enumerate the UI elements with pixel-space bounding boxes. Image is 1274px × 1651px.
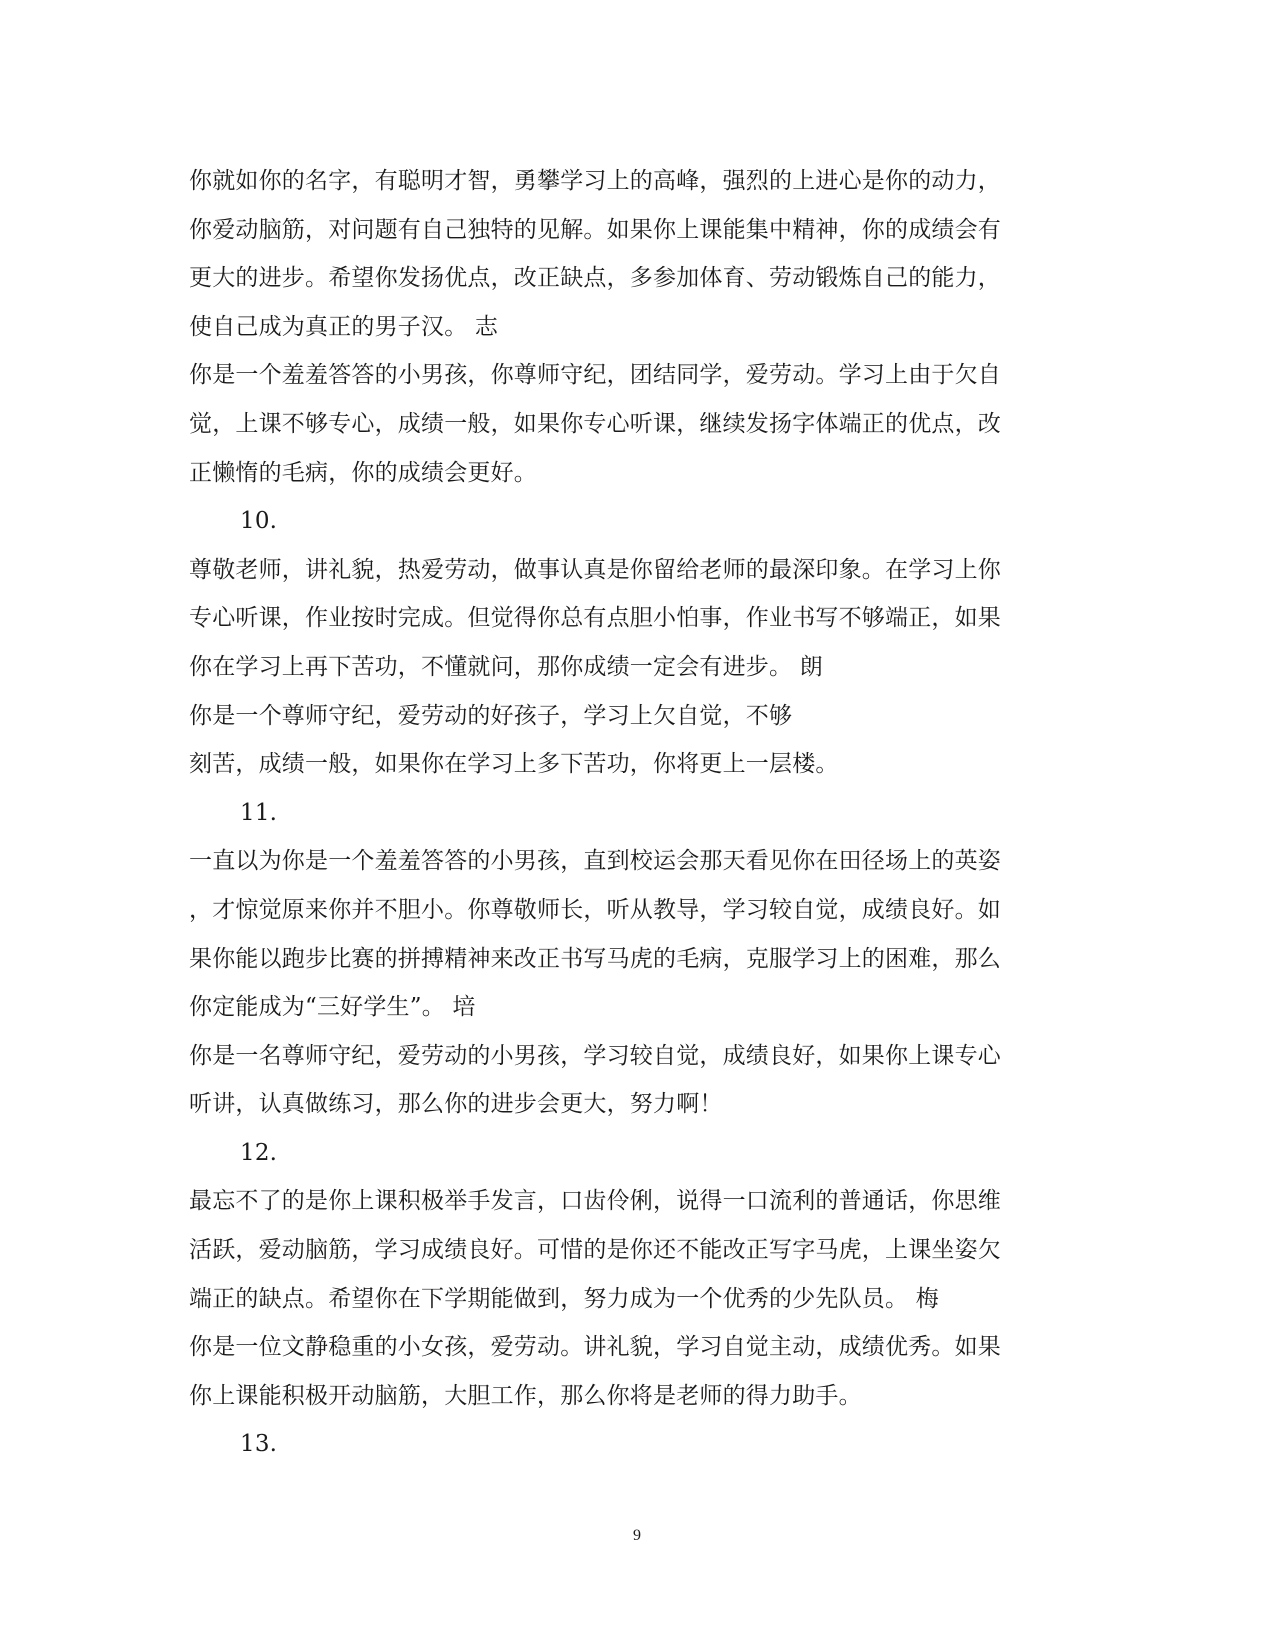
paragraph-line: 最忘不了的是你上课积极举手发言，口齿伶俐，说得一口流利的普通话，你思维	[189, 1188, 1001, 1215]
paragraph-line: 端正的缺点。希望你在下学期能做到，努力成为一个优秀的少先队员。 梅	[189, 1285, 939, 1312]
paragraph-line: 你是一位文静稳重的小女孩，爱劳动。讲礼貌，学习自觉主动，成绩优秀。如果	[189, 1334, 1001, 1361]
paragraph-line: 果你能以跑步比赛的拼搏精神来改正书写马虎的毛病，克服学习上的困难，那么	[189, 945, 1001, 972]
paragraph-line: 你爱动脑筋，对问题有自己独特的见解。如果你上课能集中精神，你的成绩会有	[189, 216, 1001, 243]
paragraph-line: 觉，上课不够专心，成绩一般，如果你专心听课，继续发扬字体端正的优点，改	[189, 410, 1001, 437]
paragraph-line: 专心听课，作业按时完成。但觉得你总有点胆小怕事，作业书写不够端正，如果	[189, 605, 1001, 632]
paragraph-line: 你上课能积极开动脑筋，大胆工作，那么你将是老师的得力助手。	[189, 1382, 862, 1409]
paragraph-line: 更大的进步。希望你发扬优点，改正缺点，多参加体育、劳动锻炼自己的能力，	[189, 265, 1001, 292]
section-number: 10.	[240, 508, 278, 535]
paragraph-line: 听讲，认真做练习，那么你的进步会更大，努力啊！	[189, 1091, 723, 1118]
paragraph-line: 一直以为你是一个羞羞答答的小男孩，直到校运会那天看见你在田径场上的英姿	[189, 848, 1001, 875]
paragraph-line: 你在学习上再下苦功，不懂就问，那你成绩一定会有进步。 朗	[189, 653, 823, 680]
paragraph-line: 你定能成为“三好学生”。 培	[189, 994, 476, 1021]
paragraph-line: 正懒惰的毛病，你的成绩会更好。	[189, 459, 537, 486]
paragraph-line: 你是一个尊师守纪，爱劳动的好孩子，学习上欠自觉，不够	[189, 702, 793, 729]
paragraph-line: 尊敬老师，讲礼貌，热爱劳动，做事认真是你留给老师的最深印象。在学习上你	[189, 556, 1001, 583]
paragraph-line: 使自己成为真正的男子汉。 志	[189, 313, 499, 340]
section-number: 11.	[240, 799, 278, 826]
page-number: 9	[633, 1527, 641, 1544]
paragraph-line: ，才惊觉原来你并不胆小。你尊敬师长，听从教导，学习较自觉，成绩良好。如	[189, 896, 1001, 923]
paragraph-line: 你就如你的名字，有聪明才智，勇攀学习上的高峰，强烈的上进心是你的动力，	[189, 168, 1001, 194]
section-number: 12.	[240, 1139, 278, 1166]
paragraph-line: 活跃，爱动脑筋，学习成绩良好。可惜的是你还不能改正写字马虎，上课坐姿欠	[189, 1237, 1001, 1264]
section-number: 13.	[240, 1431, 278, 1458]
paragraph-line: 刻苦，成绩一般，如果你在学习上多下苦功，你将更上一层楼。	[189, 751, 839, 778]
paragraph-line: 你是一个羞羞答答的小男孩，你尊师守纪，团结同学，爱劳动。学习上由于欠自	[189, 362, 1001, 389]
document-body	[189, 157, 1069, 1469]
paragraph-line: 你是一名尊师守纪，爱劳动的小男孩，学习较自觉，成绩良好，如果你上课专心	[189, 1042, 1001, 1069]
